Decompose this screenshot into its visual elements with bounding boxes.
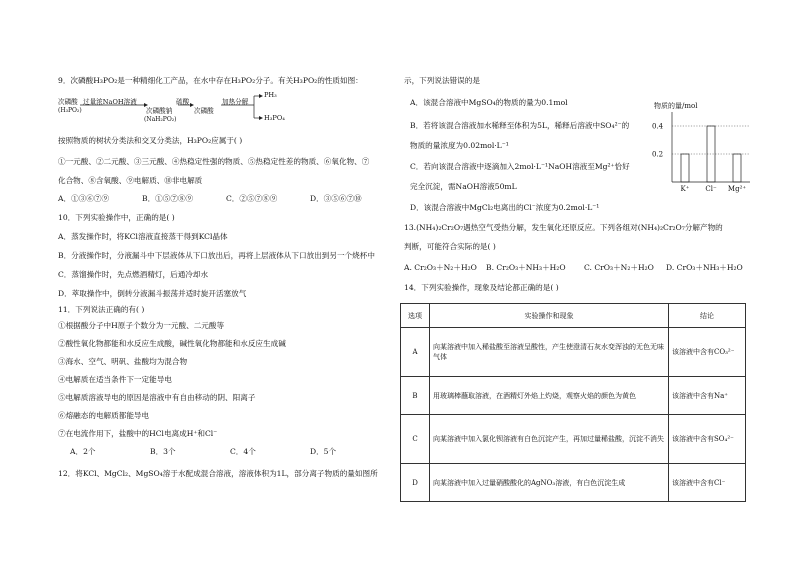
header-conclusion: 结论 [669,304,746,328]
q13-option-a: A. Cr₂O₃＋N₂＋H₂O [404,263,477,272]
q13-option-d: D. CrO₃＋NH₃＋H₂O [666,263,743,272]
table-row [401,328,746,377]
q13-line1: 13.(NH₄)₂Cr₂O₇遇热空气受热分解，发生氧化还原反应。下列各组对(NH₄)₂Cr₂O₇分解产物的 [404,223,723,232]
q9-reaction-diagram [58,90,298,124]
y-tick-label: 0.4 [652,122,664,131]
q12-option-c-line1: C．若向该混合溶液中逐滴加入2mol·L⁻¹NaOH溶液至Mg²⁺恰好 [410,162,630,171]
q11-item-1: ①根据酸分子中H原子个数分为一元酸、二元酸等 [58,321,225,330]
q14-table [400,303,746,502]
q11-option-b: B．3个 [150,447,176,456]
q10-option-d: D．萃取操作中，倒转分液漏斗振荡并适时旋开活塞放气 [58,289,247,298]
row-conclusion: 该溶液中含有SO₄²⁻ [669,415,746,464]
header-operation: 实验操作和现象 [430,304,669,328]
table-row [401,415,746,464]
table-row [401,464,746,502]
row-option: A [401,328,430,377]
q11-item-3: ③海水、空气、明矾、盐酸均为混合物 [58,357,188,366]
q11-stem: 11．下列说法正确的有( ) [58,305,145,314]
row-option: C [401,415,430,464]
diagram-start-formula: (H₃PO₂) [58,107,82,114]
q12-option-c-line2: 完全沉淀，需NaOH溶液50mL [410,182,517,191]
diagram-step3: 加热分解 [222,98,249,106]
diagram-start: 次磷酸 [58,98,78,106]
table-header-row [401,304,746,328]
q11-item-5: ⑤电解质溶液导电的原因是溶液中有自由移动的阴、阳离子 [58,393,256,402]
row-conclusion: 该溶液中含有CO₃²⁻ [669,328,746,377]
q9-line2: 化合物、⑧含氧酸、⑨电解质、⑩非电解质 [58,176,203,185]
q10-option-a: A．蒸发操作时，将KCl溶液直接蒸干得到KCl晶体 [58,232,228,241]
q11-option-d: D．5个 [310,447,337,456]
ion-amount-chart [650,98,755,196]
q9-question: 按照物质的树状分类法和交叉分类法，H₃PO₂应属于( ) [58,136,243,145]
q12-cont-line: 示，下列说法错误的是 [404,76,480,85]
bar [681,154,689,182]
chart-ylabel: 物质的量/mol [654,102,698,110]
row-option: D [401,464,430,502]
diagram-mid: 次磷酸钠 [146,107,173,115]
q9-option-c: C．②⑤⑦⑧⑨ [226,194,278,203]
row-option: B [401,377,430,415]
diagram-product-h3po4: H₃PO₄ [264,114,285,122]
header-option: 选项 [401,304,430,328]
q10-option-c: C．蒸馏操作时，先点燃酒精灯，后通冷却水 [58,270,209,279]
q11-item-7: ⑦在电流作用下，盐酸中的HCl电离成H⁺和Cl⁻ [58,429,218,438]
row-conclusion: 该溶液中含有Cl⁻ [669,464,746,502]
bar [733,154,741,182]
q9-option-a: A．①③⑥⑦⑨ [58,194,110,203]
q11-item-6: ⑥熔融态的电解质都能导电 [58,411,150,420]
q9-stem: 9．次磷酸H₃PO₂是一种精细化工产品，在水中存在H₃PO₂分子。有关H₃PO₂的性质如图： [58,76,363,85]
category-label: Mg²⁺ [727,185,747,193]
q12-option-b-line1: B．若将该混合溶液加水稀释至体积为5L，稀释后溶液中SO₄²⁻的 [410,121,630,130]
diagram-step1: 过量浓NaOH溶液 [83,98,137,106]
q11-option-c: C．4个 [230,447,256,456]
row-conclusion: 该溶液中含有Na⁺ [669,377,746,415]
row-operation: 向某溶液中加入过量硝酸酸化的AgNO₃溶液，有白色沉淀生成 [430,464,669,502]
q10-stem: 10．下列实验操作中，正确的是( ) [58,213,175,222]
q10-option-b: B．分液操作时，分液漏斗中下层液体从下口放出后，再将上层液体从下口放出到另一个烧杯中 [58,251,375,260]
category-label: K⁺ [680,185,690,193]
q9-option-b: B．①⑤⑦⑧⑨ [142,194,194,203]
row-operation: 用玻璃棒蘸取溶液，在酒精灯外焰上灼烧，观察火焰的颜色为黄色 [430,377,669,415]
y-tick-label: 0.2 [652,150,664,159]
row-operation: 向某溶液中加入氯化钡溶液有白色沉淀产生，再加过量稀盐酸，沉淀不消失 [430,415,669,464]
q11-item-4: ④电解质在适当条件下一定能导电 [58,375,172,384]
diagram-step2: 硫酸 [176,98,190,106]
q11-option-a: A．2个 [70,447,96,456]
q9-option-d: D．③⑤⑥⑦⑩ [310,194,362,203]
q12-option-a: A．该混合溶液中MgSO₄的物质的量为0.1mol [410,98,568,107]
table-row [401,377,746,415]
q13-option-b: B. Cr₂O₃＋NH₃＋H₂O [486,263,566,272]
q9-line1: ①一元酸、②二元酸、③三元酸、④热稳定性强的物质、⑤热稳定性差的物质、⑥氧化物、⑦ [58,157,370,166]
q14-stem: 14．下列实验操作，现象及结论都正确的是( ) [404,283,559,292]
q12-option-b-line2: 物质的量浓度为0.02mol·L⁻¹ [410,141,509,150]
diagram-mid-formula: (NaH₂PO₂) [144,116,177,123]
row-operation: 向某溶液中加入稀盐酸至溶液呈酸性，产生使澄清石灰水变浑浊的无色无味气体 [430,328,669,377]
diagram-product-ph3: PH₃ [264,91,277,99]
q12-stem: 12．将KCl、MgCl₂、MgSO₄溶于水配成混合溶液，溶液体积为1L，部分离子物质的量如图所 [58,469,378,478]
q12-option-d: D．该混合溶液中MgCl₂电离出的Cl⁻浓度为0.2mol·L⁻¹ [410,203,600,212]
diagram-mid2: 次磷酸 [194,107,214,115]
category-label: Cl⁻ [705,185,717,193]
q11-item-2: ②酸性氧化物都能和水反应生成酸，碱性氧化物都能和水反应生成碱 [58,339,286,348]
q13-option-c: C. CrO₃＋N₂＋H₂O [584,263,654,272]
q13-line2: 判断，可能符合实际的是( ) [404,242,496,251]
